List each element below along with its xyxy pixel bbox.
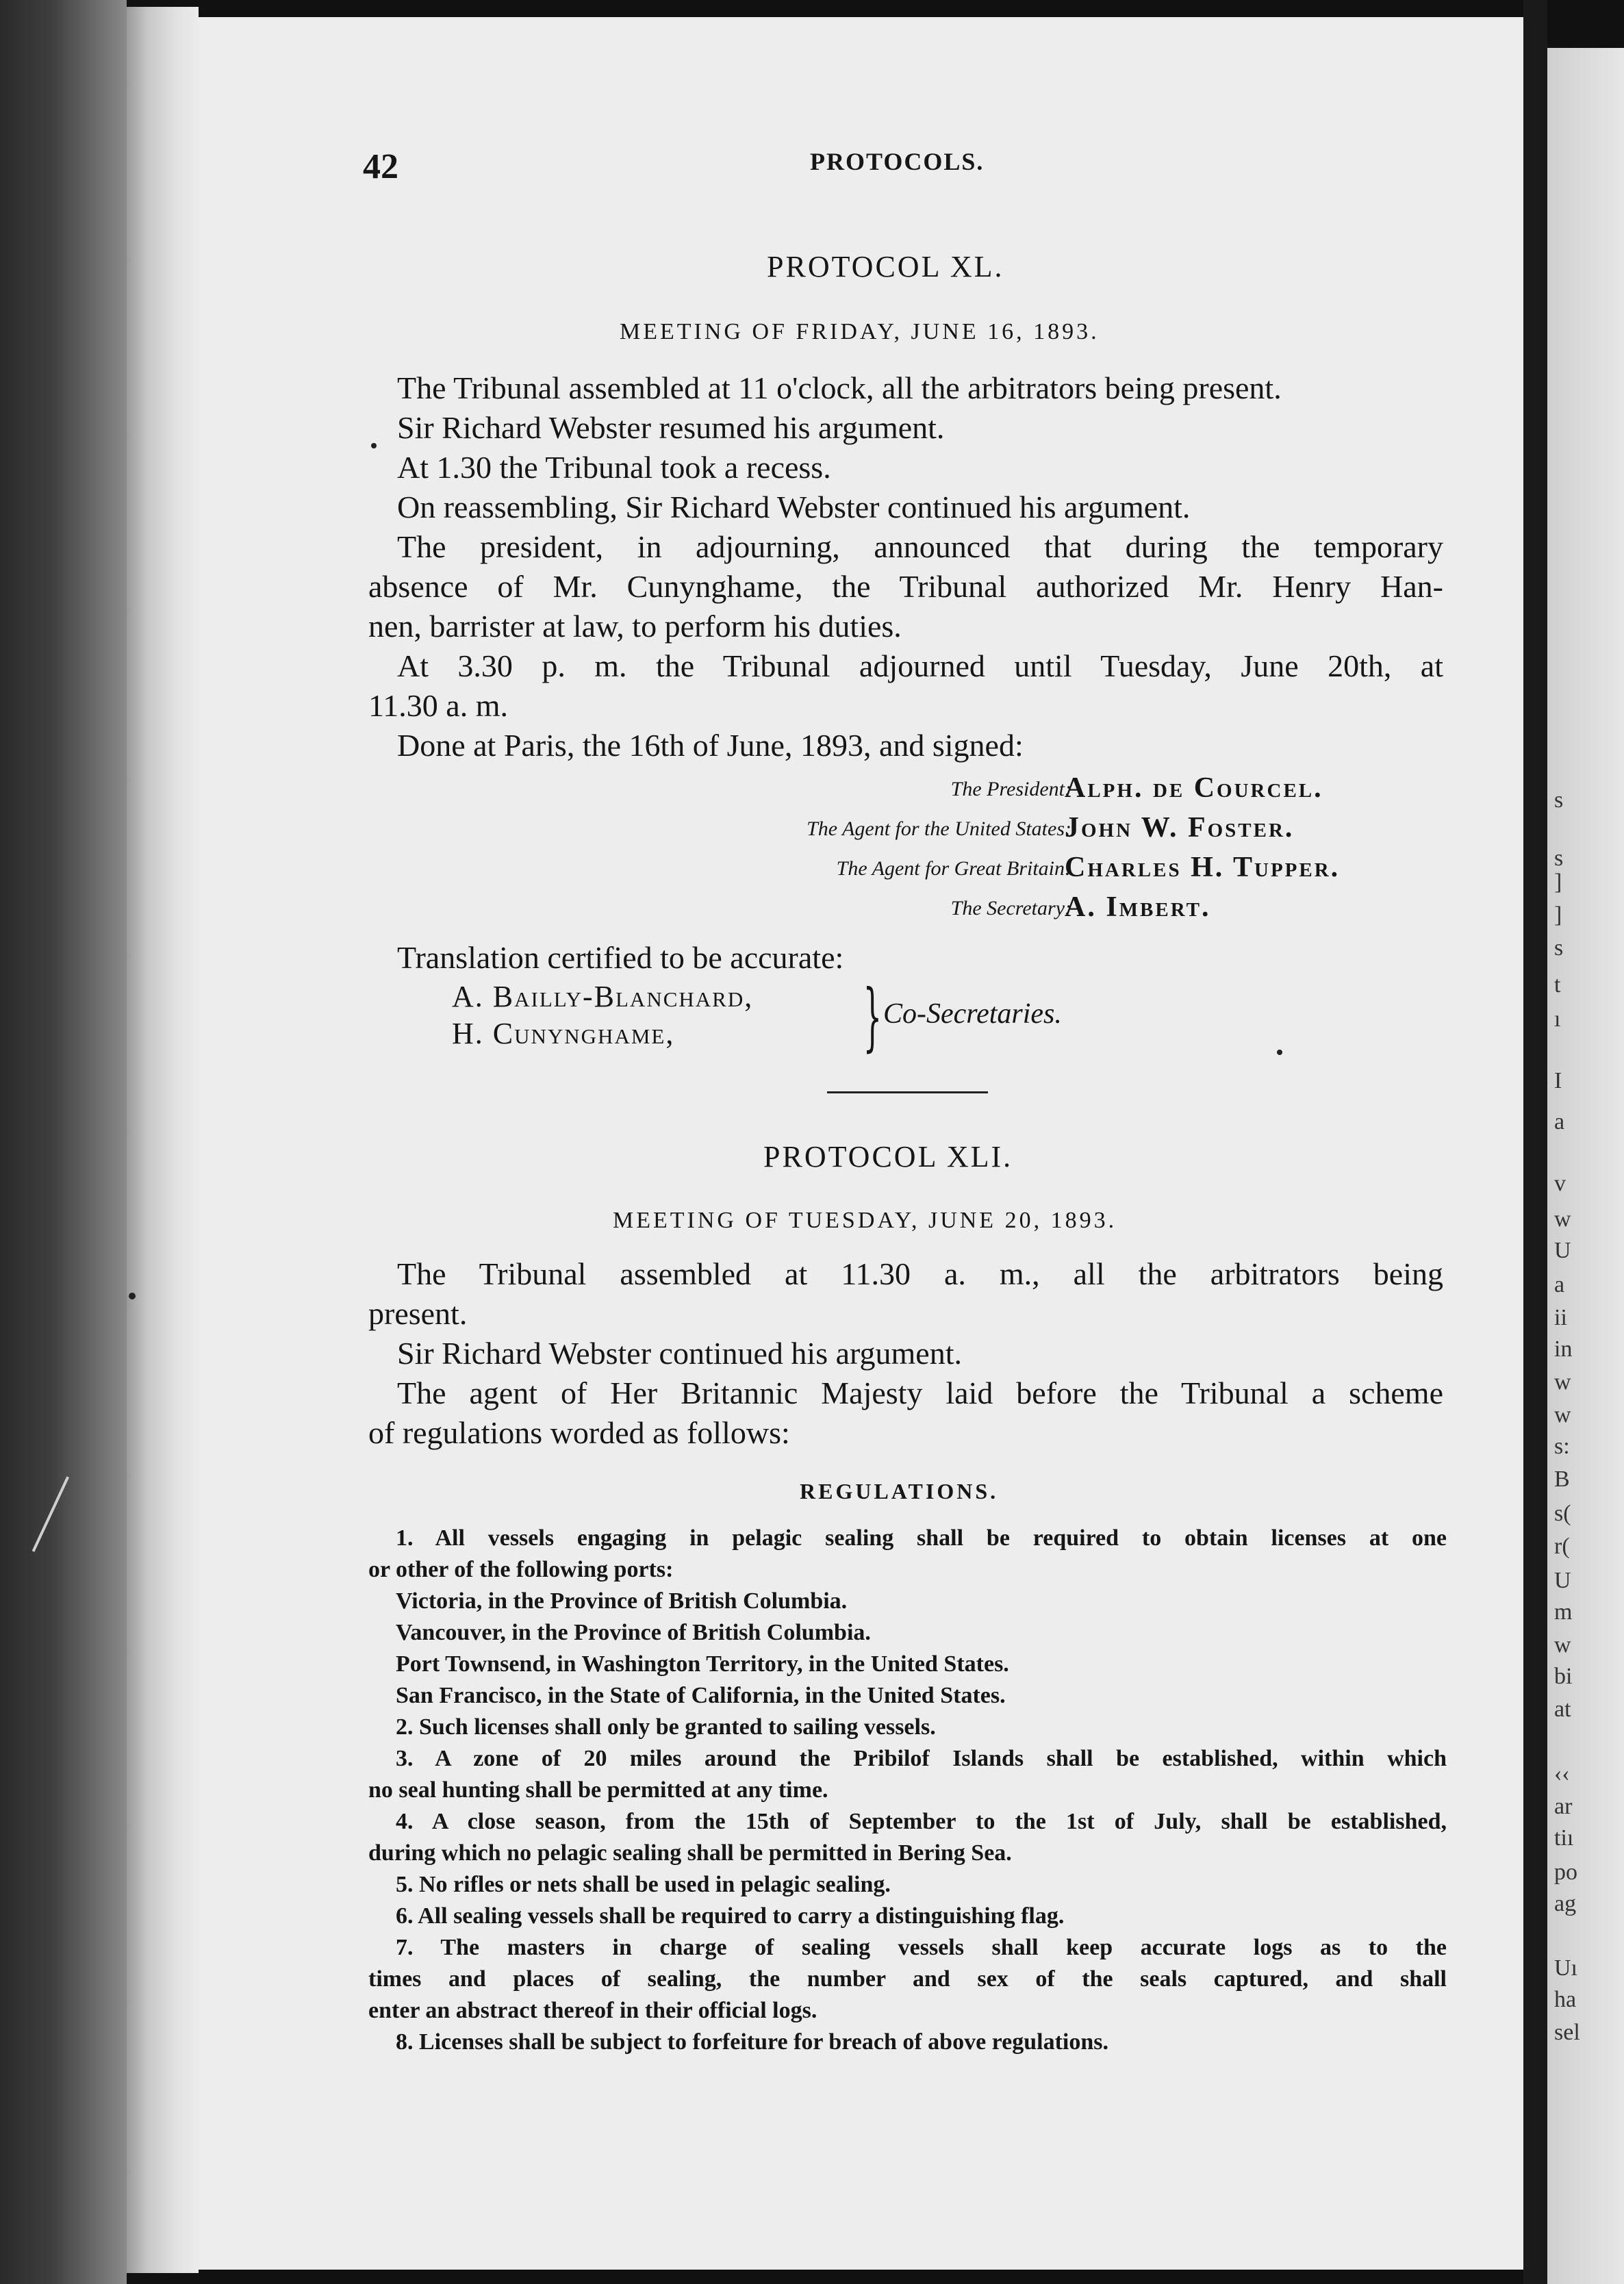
signature-name: John W. Foster. (1065, 812, 1295, 843)
facing-page-fragment: ar (1554, 1794, 1573, 1819)
facing-page-fragment: w (1554, 1206, 1571, 1232)
co-secretaries-label: Co-Secretaries. (883, 998, 1062, 1030)
protocol-xl-title: PROTOCOL XL. (767, 250, 1004, 283)
facing-page-fragment: s( (1554, 1501, 1571, 1526)
regulation-line: 6. All sealing vessels shall be required to carry a distinguishing flag. (396, 1903, 1065, 1929)
body-line: nen, barrister at law, to perform his duties. (368, 609, 902, 644)
facing-page-fragment: ag (1554, 1891, 1577, 1916)
facing-page-fragment: ] (1554, 870, 1562, 895)
facing-page-fragment: s: (1554, 1434, 1570, 1459)
body-line: The president, in adjourning, announced that during the temporary (397, 529, 1443, 564)
body-line: On reassembling, Sir Richard Webster continued his argument. (397, 490, 1191, 524)
regulation-line: 7. The masters in charge of sealing vessels shall keep accurate logs as to the (396, 1935, 1447, 1960)
signature-name: A. Imbert. (1065, 891, 1211, 923)
facing-page-fragment: r( (1554, 1534, 1570, 1559)
body-line: present. (368, 1296, 468, 1331)
facing-page-fragment: Uı (1554, 1955, 1577, 1981)
book-binding-shadow (0, 0, 127, 2284)
facing-page-fragment: w (1554, 1632, 1571, 1658)
facing-page-fragment: s (1554, 787, 1564, 813)
facing-page-fragment: ı (1554, 1006, 1561, 1032)
facing-page-fragment: U (1554, 1238, 1571, 1263)
ink-dot (1277, 1050, 1282, 1055)
body-line: The Tribunal assembled at 11 o'clock, all the arbitrators being present. (397, 370, 1282, 405)
facing-page-fragment: I (1554, 1068, 1562, 1093)
regulation-line: Vancouver, in the Province of British Columbia. (396, 1620, 871, 1645)
facing-page-fragment: ] (1554, 902, 1562, 928)
protocol-xli-meeting: MEETING OF TUESDAY, JUNE 20, 1893. (613, 1208, 1117, 1233)
regulation-line: 3. A zone of 20 miles around the Pribilof Islands shall be established, within which (396, 1746, 1447, 1771)
body-line: Sir Richard Webster resumed his argument. (397, 410, 945, 445)
signature-label: The Agent for Great Britain: (836, 857, 1071, 880)
page-number: 42 (363, 147, 398, 186)
regulation-line: 8. Licenses shall be subject to forfeiture for breach of above regulations. (396, 2029, 1109, 2055)
scan-border-right (1523, 0, 1547, 2284)
facing-page-fragment: ii (1554, 1305, 1567, 1330)
co-secretary-name: H. Cunynghame, (452, 1017, 675, 1050)
signature-name: Charles H. Tupper. (1065, 852, 1341, 883)
body-line: Sir Richard Webster continued his argument. (397, 1336, 962, 1371)
facing-page-fragment: w (1554, 1369, 1571, 1395)
facing-page-fragment: sel (1554, 2020, 1580, 2045)
facing-page-fragment: v (1554, 1171, 1566, 1196)
regulation-line: Port Townsend, in Washington Territory, in the United States. (396, 1651, 1009, 1677)
facing-page-fragment: a (1554, 1272, 1565, 1297)
facing-page-fragment: s (1554, 935, 1564, 961)
regulation-line: Victoria, in the Province of British Columbia. (396, 1588, 848, 1614)
facing-page-fragment: m (1554, 1599, 1573, 1625)
regulation-line: 5. No rifles or nets shall be used in pelagic sealing. (396, 1872, 891, 1897)
scan-speck (129, 1293, 136, 1299)
regulation-line: or other of the following ports: (368, 1557, 674, 1582)
signature-name: Alph. de Courcel. (1065, 772, 1323, 804)
body-line: Done at Paris, the 16th of June, 1893, and signed: (397, 728, 1024, 763)
brace-symbol: } (863, 974, 883, 1060)
body-line: The agent of Her Britannic Majesty laid before the Tribunal a scheme (397, 1375, 1443, 1410)
regulation-line: during which no pelagic sealing shall be permitted in Bering Sea. (368, 1840, 1012, 1866)
facing-page-fragment: B (1554, 1467, 1570, 1492)
scan-border-top (199, 0, 1523, 17)
regulation-line: times and places of sealing, the number and sex of the seals captured, and shall (368, 1966, 1447, 1992)
regulations-heading: REGULATIONS. (800, 1479, 999, 1503)
facing-page-fragment: in (1554, 1336, 1573, 1362)
body-line: 11.30 a. m. (368, 688, 508, 723)
facing-page-fragment: ‹‹ (1554, 1761, 1570, 1786)
facing-page-fragment: po (1554, 1860, 1577, 1885)
regulation-line: 4. A close season, from the 15th of September to the 1st of July, shall be established, (396, 1809, 1447, 1834)
regulation-line: 1. All vessels engaging in pelagic sealing shall be required to obtain licenses at one (396, 1525, 1447, 1551)
running-head: PROTOCOLS. (810, 148, 985, 175)
co-secretary-name: A. Bailly-Blanchard, (452, 980, 754, 1013)
regulation-line: no seal hunting shall be permitted at any time. (368, 1777, 828, 1803)
signature-label: The Agent for the United States: (807, 817, 1071, 840)
facing-page-fragment: t (1554, 972, 1561, 998)
facing-page-fragment: w (1554, 1402, 1571, 1428)
facing-page-fragment: U (1554, 1568, 1571, 1593)
body-line: At 1.30 the Tribunal took a recess. (397, 450, 831, 485)
regulation-line: San Francisco, in the State of California, in the United States. (396, 1683, 1006, 1708)
facing-page-sliver (1547, 48, 1624, 2284)
signature-label: The President: (950, 778, 1071, 800)
signature-label: The Secretary: (950, 897, 1071, 919)
facing-page-fragment: bi (1554, 1664, 1573, 1689)
regulation-line: enter an abstract thereof in their official logs. (368, 1998, 817, 2023)
facing-page-fragment: ha (1554, 1987, 1577, 2012)
facing-page-fragment: a (1554, 1109, 1565, 1134)
facing-page-fragment: tiı (1554, 1825, 1574, 1851)
ink-dot (371, 443, 377, 448)
regulation-line: 2. Such licenses shall only be granted to sailing vessels. (396, 1714, 936, 1740)
body-line: The Tribunal assembled at 11.30 a. m., all the arbitrators being (397, 1256, 1443, 1291)
body-line: of regulations worded as follows: (368, 1415, 790, 1450)
facing-page-fragment: at (1554, 1697, 1571, 1722)
page-stack-edge (127, 7, 199, 2273)
protocol-xli-title: PROTOCOL XLI. (763, 1140, 1013, 1173)
body-line: At 3.30 p. m. the Tribunal adjourned until Tuesday, June 20th, at (397, 648, 1443, 683)
facing-page-fragment: s (1554, 846, 1564, 871)
section-divider (827, 1091, 988, 1093)
translation-certification: Translation certified to be accurate: (397, 940, 844, 975)
protocol-xl-meeting: MEETING OF FRIDAY, JUNE 16, 1893. (620, 319, 1100, 344)
body-line: absence of Mr. Cunynghame, the Tribunal authorized Mr. Henry Han- (368, 569, 1443, 604)
